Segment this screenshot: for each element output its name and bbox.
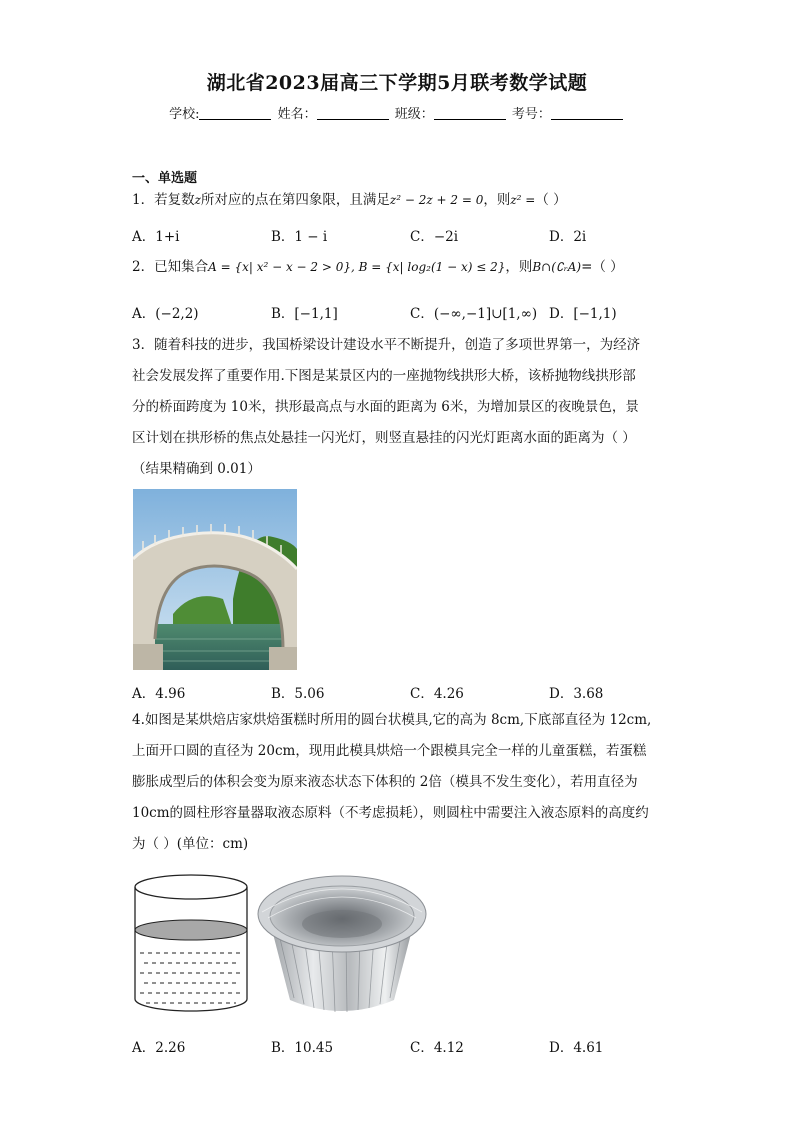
q2-option-b[interactable]: B．[−1,1]: [271, 306, 338, 322]
q2-option-c[interactable]: C．(−∞,−1]∪[1,∞): [410, 306, 538, 322]
q4-option-a[interactable]: A．2.26: [132, 1040, 186, 1056]
question-1-stem: [132, 185, 567, 216]
arch-bridge-photo: [133, 489, 297, 670]
q2-expression: B∩(∁ᵣA): [532, 260, 582, 274]
q2-answer-paren: =（ ）: [581, 259, 624, 275]
q3-line: 3．随着科技的进步，我国桥梁设计建设水平不断提升，创造了多项世界第一，为经济: [132, 337, 641, 353]
q4-line: 为（ ）(单位：cm): [132, 836, 249, 852]
q4-line: 膨胀成型后的体积会变为原来液态状态下体积的 2倍（模具不发生变化），若用直径为: [132, 774, 638, 790]
foil-cake-mold-photo: [256, 872, 428, 1024]
cylinder-container-diagram: [132, 873, 250, 1013]
q1-equation: z² − 2z + 2 = 0: [389, 193, 484, 207]
q4-line: 10cm的圆柱形容量器取液态原料（不考虑损耗），则圆柱中需要注入液态原料的高度约: [132, 805, 649, 821]
q3-line: 区计划在拱形桥的焦点处悬挂一闪光灯，则竖直悬挂的闪光灯距离水面的距离为（ ）: [132, 430, 636, 446]
q1-option-b[interactable]: B．1 − i: [271, 229, 328, 245]
question-3-stem: [132, 330, 662, 485]
q3-option-a[interactable]: A．4.96: [132, 686, 186, 702]
exam-number-label: 考号：: [511, 107, 551, 122]
q4-option-c[interactable]: C．4.12: [410, 1040, 464, 1056]
q4-line: 4.如图是某烘焙店家烘焙蛋糕时所用的圆台状模具,它的高为 8cm,下底部直径为 12cm,: [132, 712, 652, 728]
exam-number-blank[interactable]: [551, 106, 623, 120]
q3-option-d[interactable]: D．3.68: [549, 686, 604, 702]
q4-option-d[interactable]: D．4.61: [549, 1040, 604, 1056]
school-blank[interactable]: [199, 106, 271, 120]
student-info-line: [0, 103, 794, 122]
q3-line: 分的桥面跨度为 10米，拱形最高点与水面的距离为 6米，为增加景区的夜晚景色，景: [132, 399, 639, 415]
question-2-stem: [132, 252, 624, 283]
q1-text: 所对应的点在第四象限，且满足: [200, 192, 390, 208]
class-blank[interactable]: [434, 106, 506, 120]
q3-option-b[interactable]: B．5.06: [271, 686, 325, 702]
q4-line: 上面开口圆的直径为 20cm，现用此模具烘焙一个跟模具完全一样的儿童蛋糕，若蛋糕: [132, 743, 647, 759]
q3-option-c[interactable]: C．4.26: [410, 686, 464, 702]
name-label: 姓名：: [277, 107, 317, 122]
q2-set-b: , B = {x| log₂(1 − x) ≤ 2}: [351, 260, 506, 274]
question-4-stem: [132, 705, 662, 860]
q1-option-d[interactable]: D．2i: [549, 229, 587, 245]
q1-option-a[interactable]: A．1+i: [132, 229, 180, 245]
q4-option-b[interactable]: B．10.45: [271, 1040, 334, 1056]
q2-set-a: A = {x| x² − x − 2 > 0}: [208, 260, 352, 274]
q2-option-a[interactable]: A．(−2,2): [132, 306, 199, 322]
q1-variable: z: [194, 193, 201, 207]
q1-text: 1．若复数: [132, 192, 195, 208]
class-label: 班级：: [394, 107, 434, 122]
q1-target: z² =: [510, 193, 536, 207]
q2-text: ，则: [505, 259, 533, 275]
name-blank[interactable]: [317, 106, 389, 120]
school-label: 学校:: [169, 107, 200, 122]
page-title: 湖北省2023届高三下学期5月联考数学试题: [206, 72, 588, 94]
section-heading: 一、单选题: [132, 171, 198, 186]
q1-answer-paren: （ ）: [535, 192, 567, 208]
q3-line: （结果精确到 0.01）: [132, 461, 261, 477]
q1-option-c[interactable]: C．−2i: [410, 229, 459, 245]
q1-text: ，则: [483, 192, 511, 208]
q2-text: 2．已知集合: [132, 259, 209, 275]
q3-line: 社会发展发挥了重要作用.下图是某景区内的一座抛物线拱形大桥，该桥抛物线拱形部: [132, 368, 636, 384]
q2-option-d[interactable]: D．[−1,1): [549, 306, 617, 322]
